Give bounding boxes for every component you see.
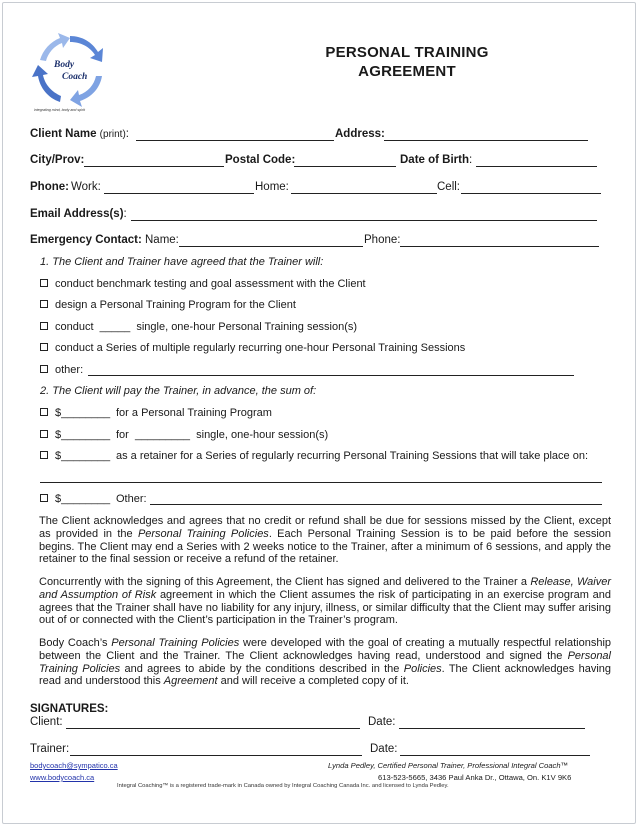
- city-prov-field[interactable]: [84, 166, 224, 167]
- footer-trainer-line: Lynda Pedley, Certified Personal Trainer, Professional Integral Coach™: [328, 761, 569, 770]
- checkbox-icon[interactable]: [40, 430, 48, 438]
- payment-item[interactable]: $________: [40, 429, 110, 441]
- client-date-label: Date:: [368, 716, 396, 728]
- payment-item[interactable]: $________: [40, 493, 110, 505]
- emergency-name-field[interactable]: [179, 246, 363, 247]
- footer-trademark: Integral Coaching™ is a registered trade-mark in Canada owned by Integral Coaching Canada Inc. and licensed to Lynda Pedley.: [117, 783, 449, 789]
- emergency-contact-label: Emergency Contact:: [30, 234, 142, 246]
- checkbox-icon[interactable]: [40, 322, 48, 330]
- work-phone-field[interactable]: [104, 193, 254, 194]
- checkbox-item[interactable]: conduct benchmark testing and goal assessment with the Client: [40, 278, 366, 290]
- logo-text-coach: Coach: [62, 72, 88, 82]
- postal-code-field[interactable]: [294, 166, 396, 167]
- emergency-name-label: Name:: [145, 234, 179, 246]
- checkbox-item[interactable]: other:: [40, 364, 83, 376]
- checkbox-icon[interactable]: [40, 451, 48, 459]
- trainer-date-label: Date:: [370, 743, 398, 755]
- trainer-signature-label: Trainer:: [30, 743, 70, 755]
- checkbox-icon[interactable]: [40, 279, 48, 287]
- footer-web-link[interactable]: www.bodycoach.ca: [30, 773, 95, 782]
- signatures-heading: SIGNATURES:: [30, 703, 109, 715]
- city-prov-label: City/Prov:: [30, 154, 85, 166]
- postal-code-label: Postal Code:: [225, 154, 296, 166]
- checkbox-icon[interactable]: [40, 408, 48, 416]
- phone-label: Phone:: [30, 181, 69, 193]
- client-signature-label: Client:: [30, 716, 63, 728]
- trainer-date-field[interactable]: [400, 755, 590, 756]
- payment-item[interactable]: $________: [40, 450, 110, 462]
- logo-tagline: integrating mind, body and spirit: [34, 108, 85, 112]
- dob-field[interactable]: [476, 166, 597, 167]
- footer-email-link[interactable]: bodycoach@sympatico.ca: [30, 761, 118, 770]
- work-label: Work:: [71, 181, 101, 193]
- logo: [30, 30, 110, 110]
- footer-address: 613-523-5665, 3436 Paul Anka Dr., Ottawa, On. K1V 9K6: [378, 773, 572, 782]
- cell-phone-field[interactable]: [461, 193, 601, 194]
- section1-heading: 1. The Client and Trainer have agreed that the Trainer will:: [40, 256, 324, 268]
- checkbox-icon[interactable]: [40, 343, 48, 351]
- page-title-line1: PERSONAL TRAINING: [325, 44, 489, 61]
- client-name-label: Client Name (print):: [30, 128, 129, 140]
- home-label: Home:: [255, 181, 289, 193]
- home-phone-field[interactable]: [291, 193, 437, 194]
- payment-item[interactable]: $________: [40, 407, 110, 419]
- checkbox-item[interactable]: conduct a Series of multiple regularly recurring one-hour Personal Training Sessions: [40, 342, 465, 354]
- page-title-line2: AGREEMENT: [358, 63, 456, 80]
- waiver-paragraph: Concurrently with the signing of this Agreement, the Client has signed and delivered to the Trainer a Release, Waiver and Assumption of Risk agreement in which the Client assumes the risk of participating in an exercise program and agrees that the Trainer shall have no liability for any injury, illness, or similar difficulty that the Client may suffer arising out of or connected with the Client’s participation in the Trainer’s program.: [39, 576, 612, 627]
- checkbox-icon[interactable]: [40, 300, 48, 308]
- other-payment-field[interactable]: [150, 504, 602, 505]
- dob-label: Date of Birth:: [400, 154, 473, 166]
- section2-heading: 2. The Client will pay the Trainer, in advance, the sum of:: [40, 385, 317, 397]
- payment-item-text: for _________ single, one-hour session(s): [116, 429, 329, 441]
- address-field[interactable]: [384, 140, 588, 141]
- trainer-signature-field[interactable]: [70, 755, 362, 756]
- client-name-field[interactable]: [136, 140, 334, 141]
- address-label: Address:: [335, 128, 385, 140]
- logo-arrows-icon: [30, 30, 110, 110]
- other-service-field[interactable]: [88, 375, 574, 376]
- client-date-field[interactable]: [399, 728, 585, 729]
- checkbox-item[interactable]: design a Personal Training Program for the Client: [40, 299, 296, 311]
- emergency-phone-label: Phone:: [364, 234, 401, 246]
- checkbox-icon[interactable]: [40, 365, 48, 373]
- client-signature-field[interactable]: [66, 728, 360, 729]
- checkbox-icon[interactable]: [40, 494, 48, 502]
- policies-paragraph: Body Coach’s Personal Training Policies were developed with the goal of creating a mutually respectful relationship between the Client and the Trainer. The Client acknowledges having read, understood and signed the Personal Training Policies and agrees to abide by the conditions described in the Policies. The Client acknowledges having read and understood this Agreement and will receive a completed copy of it.: [39, 637, 611, 688]
- payment-item-text: for a Personal Training Program: [116, 407, 272, 419]
- refund-paragraph: The Client acknowledges and agrees that no credit or refund shall be due for sessions missed by the Client, except as provided in the Personal Training Policies. Each Personal Training Session is to be paid before the session begins. The Client may end a Series with 2 weeks notice to the Trainer, after a minimum of 6 sessions, and apply the retainer to the final session or receive a refund of the retainer.: [39, 515, 612, 566]
- email-label: Email Address(s):: [30, 208, 127, 220]
- checkbox-item[interactable]: conduct _____ single, one-hour Personal Training session(s): [40, 321, 357, 333]
- cell-label: Cell:: [437, 181, 461, 193]
- emergency-phone-field[interactable]: [400, 246, 599, 247]
- payment-item-text: as a retainer for a Series of regularly recurring Personal Training Sessions that will take place on:: [116, 450, 589, 462]
- email-field[interactable]: [131, 220, 597, 221]
- payment-item-text: Other:: [116, 493, 147, 505]
- series-schedule-field[interactable]: [40, 482, 602, 483]
- logo-text-body: Body: [54, 60, 75, 70]
